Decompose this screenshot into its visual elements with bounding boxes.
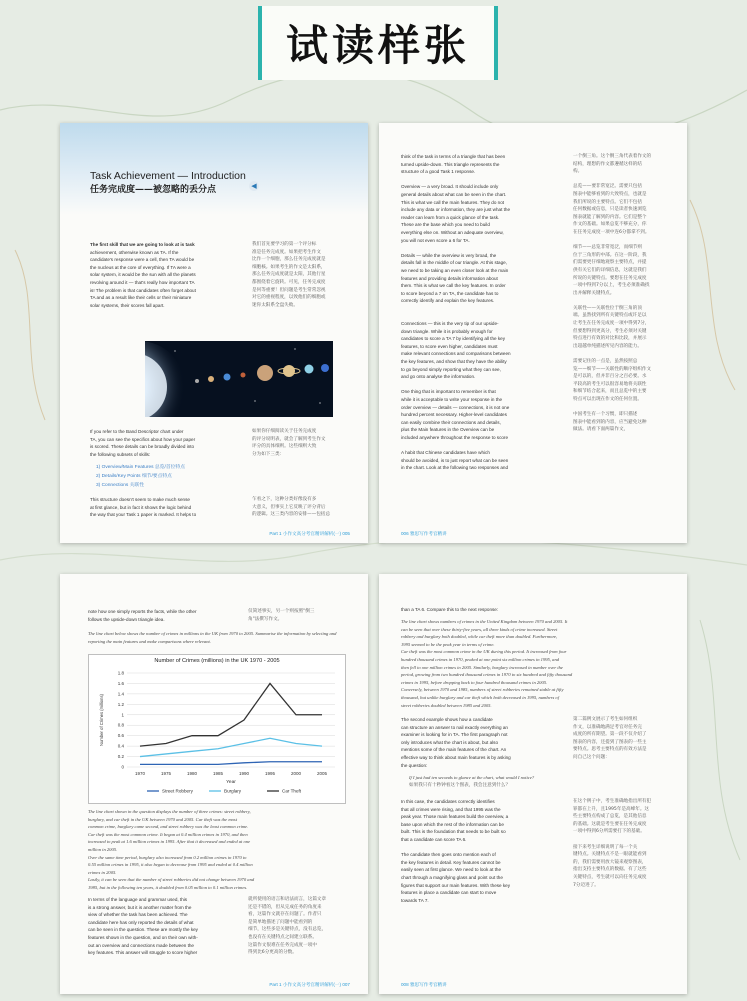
text-line: The line chart shown in the question displays the number of three crimes: street robbery,	[88, 809, 251, 814]
x-axis-label: Year	[226, 780, 236, 785]
sample-answer-two	[401, 618, 663, 709]
text-line: 成度的所有期望。第一段不仅介绍了	[573, 732, 647, 738]
text-line: 是简单地描述了问题中能看到的	[248, 919, 313, 925]
text-line: 也没有在关键特点之间建立联系。	[248, 934, 317, 940]
text-line: 迷你太阳系全盘失败。	[252, 302, 298, 308]
text-line: Car theft was the most common crime in the UK during this period. It increased from four	[401, 649, 567, 655]
text-line	[401, 176, 561, 184]
text-line: 出并解释关键特点。	[573, 290, 615, 296]
text-line: 在任务完成度一项中连6分都拿不到。	[573, 229, 650, 235]
page-007	[60, 574, 368, 994]
text-line: 些主要特点构成了总览，是其他信息	[573, 814, 647, 820]
crime-line-chart	[88, 654, 346, 804]
text-line: 是何等重要！但问题是考生常常忽视	[252, 287, 326, 293]
solar-system-illustration	[145, 341, 333, 417]
text-line: can easily combine their connections and details,	[401, 419, 501, 425]
text-line: solar system, it would be the sun with all the planets	[90, 272, 196, 278]
text-line: to score beyond a 7 on TA, the candidate has to	[401, 290, 499, 296]
key-features-paragraph	[401, 798, 561, 904]
text-line: reader can learn from a quick glance of the task.	[401, 214, 500, 220]
text-line: If you refer to the Band Descriptor chart under	[90, 429, 184, 434]
header-badge	[258, 6, 498, 80]
text-line: 中国考生有一个习惯，即只描述	[573, 412, 638, 418]
text-line	[401, 244, 561, 252]
intro-paragraph	[90, 241, 240, 309]
text-line: 1985, but in the following ten years, it doubled from 0.05 million to 0.1 million crimes.	[88, 884, 248, 890]
text-line: 一项中得到6分所需要打下的基础。	[573, 829, 645, 835]
text-line: 结构，理想的作文都遵循这样的结	[573, 161, 642, 167]
y-tick-label: 0	[121, 764, 124, 770]
series-line-1	[140, 738, 322, 756]
text-line: hundred percent necessary. Higher-level candidates	[401, 412, 507, 418]
sample-answer-one	[88, 808, 344, 892]
text-line: 在这个例子中，考生准确地指出所有犯	[573, 799, 652, 804]
text-line: chart through a magnifying glass and point out the	[401, 874, 503, 880]
text-line: features shown in the question, and on their own with-	[88, 934, 198, 940]
text-line: that all crimes were rising, and that 1995 was the	[401, 806, 501, 812]
text-line: 都围绕着它旋转。可见，任务完成度	[252, 279, 326, 285]
text-line: The line chart shows numbers of crimes in the United Kingdom between 1970 and 2005. It	[401, 619, 568, 624]
text-line: crimes in 1995, before dropping back to four hundred thousand crimes in 2005.	[401, 679, 548, 685]
text-line: peak year. Those main features build the overview, a	[401, 814, 509, 820]
text-line: 的逻辑。这三类内容的安排——包括总	[252, 512, 331, 518]
text-line: 第二篇例文展示了考生如何组织	[573, 717, 638, 722]
x-tick-label: 1980	[186, 771, 198, 776]
text-line: These are the base which you need to build	[401, 222, 490, 228]
page-footer: Part 1 小作文高分考官精讲解析(一) 005	[269, 531, 350, 536]
text-line: structure of a good Task 1 response.	[401, 169, 476, 175]
text-line: 作文，以准确地满足考官对任务完	[573, 724, 642, 730]
text-line: make relevant connections and comparisons between	[401, 351, 511, 357]
page-005	[60, 123, 368, 543]
text-line: The candidate then goes onto mention each of	[401, 852, 496, 858]
chart-plot-area	[89, 655, 345, 803]
text-line: 0.55 million crimes in 1995, it also began to decrease from 1995 and ended at 0.4 million	[88, 862, 253, 868]
text-line: 特点进行有效的对比和比较，并展示	[573, 336, 647, 342]
text-line: 看，这篇作文就存在问题了。作者只	[248, 912, 322, 918]
text-line: turned upside-down. This triangle represents the	[401, 161, 500, 167]
text-line: 出超越单纯描述所见内容的能力。	[573, 343, 642, 349]
y-axis-label: Number of Crimes (millions)	[99, 694, 104, 746]
page-006	[379, 123, 687, 543]
text-line: 接下来考生详细说明了每一个关	[573, 844, 638, 850]
text-line: burglary, and car theft in the UK between 1970 and 2005. Car theft was the most	[88, 816, 237, 822]
text-line: 的基础。这就是考生要在任务完成度	[573, 821, 647, 827]
text-line: that a candidate can score TA 6.	[401, 836, 467, 842]
text-line: 所说的关键特点。要想在任务完成度	[573, 275, 647, 281]
text-line: 是可以的，但并非百分之百必要。水	[573, 374, 647, 380]
text-line: order overview — details — connections, it is not one	[401, 404, 510, 410]
text-line: 让考生在任务完成度一项中得到7分，	[573, 321, 650, 327]
text-line: built. This is the foundation that needs to be built so	[401, 829, 506, 835]
text-line: revolving around it — that's really how important TA	[90, 279, 195, 285]
text-line	[573, 836, 673, 844]
text-line: thousand, but unlike burglary and car theft which both decreased in 1995, numbers of	[401, 694, 559, 700]
text-line: is! The problem is that candidates often forget about	[90, 287, 196, 293]
y-tick-label: 1.8	[117, 670, 124, 676]
text-line: the way that your Task 1 paper is marked. It helps to	[90, 512, 197, 518]
structure-paragraph	[90, 496, 240, 519]
text-line: 供有关它们的详细信息，这就是我们	[573, 267, 647, 273]
text-line: 细节——总览非常宽泛，而细节则	[573, 245, 642, 251]
text-line: Conversely, between 1970 and 1985, numbers of street robberies remained stable at fifty	[401, 687, 564, 693]
text-line: 细胞核。如果考生的作文是太阳系，	[252, 264, 326, 270]
text-line: effective way to think about main features is by asking	[401, 754, 511, 760]
text-line: features, to score even higher, candidates must	[401, 343, 498, 349]
text-line: 准是任务完成度。如果把考生作文	[252, 249, 321, 255]
text-line: robbery and burglary both doubled, while car theft more than doubled. Furthermore,	[401, 634, 558, 640]
text-line: 的评分说明表，就会了解到考生作文	[252, 436, 326, 442]
text-line: 就所使用的语言和语法而言，这篇文章	[248, 897, 327, 902]
text-line: achievement, otherwise known as TA. If the	[90, 249, 179, 255]
text-line: general details about what can be seen in the chart.	[401, 191, 507, 197]
text-line: 大意义，但事实上它反映了评分背后	[252, 504, 326, 510]
text-line: down triangle. While it is probably enough for	[401, 328, 493, 334]
key-features-paragraph-cn	[573, 798, 673, 889]
text-line: 比作一个细胞，那么任务完成度就是	[252, 257, 326, 263]
x-tick-label: 1985	[212, 771, 224, 776]
text-line: 那么任务完成度就是太阳，其他行星	[252, 272, 326, 278]
intro-paragraph-cn	[252, 241, 352, 309]
text-line: candidate here has only reported the details of what	[88, 919, 194, 925]
text-line	[401, 381, 561, 389]
text-line: 关键特点，考生就可以向任务完成度	[573, 874, 647, 880]
page-footer: Part 1 小作文高分考官精讲解析(一) 007	[269, 982, 350, 987]
y-tick-label: 1.4	[117, 691, 124, 697]
text-line: 这篇作文很难在任务完成度一项中	[248, 942, 317, 948]
text-line: can structure an answer to nail exactly everything an	[401, 724, 508, 730]
text-line: 罪都在上升，且1995年是高峰年。这	[573, 806, 650, 812]
text-line: in the chart. Look at the following two responses and	[401, 465, 508, 471]
text-line: Over the same time period, burglary also increased from 0.2 million crimes in 1970 to	[88, 854, 247, 860]
text-line: 细节，这些多是关键特点，没有总览，	[248, 927, 327, 933]
text-line: 7分迈进了。	[573, 882, 599, 888]
text-line: This structure doesn't seem to make much sense	[90, 497, 190, 502]
text-line: 但要想得到更高分，考生必须对关键	[573, 328, 647, 334]
text-line: 图表中能够看到的大致特点，也就是	[573, 191, 647, 197]
page-footer: 006 雅思写作考官精讲	[401, 531, 447, 536]
ten-second-question: If I just had ten seconds to glance at the chart, what would I notice?	[409, 775, 535, 780]
skill-bullet-details: 2) Details/Key Points 细节/要点特点	[96, 474, 172, 479]
text-line: 端。虽然找到所有关键特点或许足以	[573, 313, 647, 319]
solar-system-image	[145, 341, 333, 417]
text-line: base upon which the rest of the information can be	[401, 821, 504, 827]
text-line: This is what we call the main features. They do not	[401, 199, 505, 205]
text-line: details fall in the middle of our triangle. At this stage,	[401, 260, 507, 266]
series-line-0	[140, 762, 322, 765]
text-line	[573, 237, 673, 245]
skill-bullet-overview: 1) Overview/Main Features 总览/首位特点	[96, 465, 186, 470]
text-line: 作文的基础。如果总览不够充分，你	[573, 222, 647, 228]
text-line: them. This is what we call the key features. In order	[401, 283, 506, 289]
text-line: while it is acceptable to write your response in the	[401, 397, 503, 402]
analysis-paragraph-cn	[248, 896, 348, 957]
triangle-explanation-text	[401, 153, 561, 472]
text-line: features in place a candidate can start to move	[401, 890, 497, 896]
text-line: the key features in detail. Key features cannot be	[401, 859, 501, 865]
text-line: 评分的具体细则。这些细则大致	[252, 444, 317, 450]
text-line: 指出支持主要特点的数据。有了这些	[573, 867, 647, 873]
text-line: 一项中得到7分以上，考生必须准确找	[573, 283, 650, 289]
text-line: the question:	[401, 762, 428, 768]
text-line: 需要记住的一点是，虽然按照总	[573, 359, 638, 365]
x-tick-label: 1995	[264, 771, 276, 776]
text-line: The first skill that we are going to look at is task	[90, 242, 195, 247]
y-tick-label: 0.6	[117, 733, 124, 739]
text-line: In terms of the language and grammar used, this	[88, 897, 188, 902]
second-example-paragraph-cn	[573, 716, 673, 762]
text-line: easily seen at first glance. We need to look at the	[401, 867, 502, 873]
text-line: you will not even score a 6 for TA.	[401, 237, 470, 243]
text-line: 对它的重视程度，以致他们的细胞或	[252, 295, 326, 301]
text-line: increased to peak at 1.6 million crimes in 1995. After that it decreased and ended at one	[88, 839, 251, 845]
text-line: is scored. These details can be broadly divided into	[90, 444, 195, 450]
band-descriptor-paragraph	[90, 428, 240, 458]
text-line: can be seen that over these thirty-five years, all three kinds of crime increased. Street	[401, 626, 558, 632]
text-line: 位于三角形的中部。在这一阶段，我	[573, 252, 647, 258]
text-line: In this case, the candidates correctly identifies	[401, 799, 495, 804]
text-line: 平较高的考生可以很容易地将关联性	[573, 381, 647, 387]
x-tick-label: 1975	[160, 771, 172, 776]
text-line: note how one simply reports the facts, while the other	[88, 609, 197, 614]
text-line: 1995 seemed to be the peak year in terms of crime.	[401, 641, 495, 647]
text-line: 和细节结合起来，而且总览中的主要	[573, 389, 647, 395]
text-line: 总览——要非常宽泛。需要只包括	[573, 184, 642, 190]
text-line	[401, 442, 561, 450]
text-line: common crime, burglary came second, and street robbery was the least common crime.	[88, 824, 249, 830]
text-line: 特点可以出现在作文的任何位置。	[573, 397, 642, 402]
text-line: 任何数据或信息，只是读者快速浏览	[573, 207, 647, 213]
text-line: everything else on. Without an adequate overview,	[401, 229, 504, 235]
y-tick-label: 1.2	[117, 701, 124, 707]
y-tick-label: 0.2	[117, 754, 124, 760]
text-line: 得到比6分更高的分数。	[248, 950, 297, 956]
band-descriptor-paragraph-cn	[252, 428, 352, 458]
intro-text	[88, 608, 238, 623]
text-line: One thing that is important to remember is that	[401, 389, 496, 395]
text-line: TA and as a result like their cells or their miniature	[90, 295, 192, 301]
text-line: at first glance, but in fact it shows the logic behind	[90, 504, 192, 510]
skill-bullet-connections: 3) Connections 关联性	[96, 483, 144, 488]
second-example-paragraph	[401, 716, 561, 769]
text-line: 键特点。关键特点不是一眼就能看到	[573, 852, 647, 858]
text-line: 我们首先要学习的第一个评分标	[252, 242, 317, 247]
text-line: million in 2005.	[88, 846, 118, 852]
text-line	[401, 844, 561, 852]
text-line: Lastly, it can be seen that the number of street robberies did not change between 1970 and	[88, 877, 255, 883]
x-tick-label: 1970	[134, 771, 146, 776]
y-tick-label: 0.4	[117, 743, 124, 749]
legend-label: Street Robbery	[162, 788, 193, 794]
page-header-band	[60, 123, 368, 215]
text-line	[573, 297, 673, 305]
text-line: to go beyond simply reporting what they can see,	[401, 366, 501, 372]
text-line: 乍看之下，这种分类好像没有多	[252, 497, 317, 502]
text-line: 一个倒三角。这个倒三角代表着作文的	[573, 154, 652, 159]
text-line: 我们所说的主要特点。它们不包括	[573, 199, 642, 205]
text-line	[573, 176, 673, 184]
analysis-paragraph	[88, 896, 238, 957]
legend-label: Burglary	[224, 788, 242, 794]
text-line: examiner is looking for in TA. The first paragraph not	[401, 732, 508, 738]
text-line: The second example shows how a candidate	[401, 717, 493, 722]
text-line: the following subsets of skills:	[90, 451, 151, 457]
page-008	[379, 574, 687, 994]
text-line: then fell to one million crimes in 2005. Similarly, burglary increased in number over the	[401, 664, 563, 670]
text-line: Overview — a very broad. It should include only	[401, 184, 499, 190]
text-line: 关联性——关联性位于倒三角的顶	[573, 305, 642, 311]
text-line: 还是不错的，但从完成任务的角度来	[248, 904, 322, 910]
text-line: hundred thousand crimes in 1970, peaked at one point six million crimes in 1995, and	[401, 656, 560, 662]
text-line: key features. This answer will struggle to score higher	[88, 950, 198, 956]
speaker-icon: ◀	[249, 181, 259, 191]
text-line	[401, 305, 561, 313]
text-line: 问自己这个问题：	[573, 754, 610, 760]
text-line: 角"法撰写作文。	[248, 616, 283, 622]
text-line: out an overview and connections made between the	[88, 942, 194, 948]
text-line: can be seen in the question. These are mostly the key	[88, 927, 198, 933]
chart-title: Number of Crimes (millions) in the UK 1970 - 2005	[154, 658, 280, 664]
text-line: 仅简述事实，另一个则按照"倒三	[248, 609, 315, 614]
chapter-title-en: Task Achievement — Introduction	[90, 170, 246, 182]
y-tick-label: 0.8	[117, 722, 124, 728]
y-tick-label: 1	[121, 712, 124, 718]
legend-label: Car Theft	[282, 788, 302, 794]
task-prompt: The line chart below shows the number of crimes in millions in the UK from 1970 to 2005. Summarise the information by selecting and reporting the main features and make comparisons where relevant.	[88, 631, 337, 644]
text-line: 图表的内容，还提到了图表的一些主	[573, 739, 647, 745]
text-line: TA, you can see the specifics about how your paper	[90, 436, 196, 442]
text-line: should be avoided, is to just report what can be seen	[401, 457, 509, 463]
text-line: 的，我们需要用放大镜来观察图表，	[573, 859, 647, 865]
page-footer: 008 雅思写作考官精讲	[401, 982, 447, 987]
y-tick-label: 1.6	[117, 680, 124, 686]
text-line: view of whether the task has been achieved. The	[88, 912, 188, 918]
text-line: the key features, and show that they have the ability	[401, 359, 507, 365]
intro-text-cn	[248, 608, 348, 623]
text-line: include any data or information, they are just what the	[401, 207, 511, 213]
text-line: Details — while the overview is very broad, the	[401, 252, 497, 258]
text-line: 如果你仔细阅读关于任务完成度	[252, 429, 317, 434]
text-line: A habit that Chinese candidates have which	[401, 450, 490, 456]
text-line: 做法。请看下面两篇作文，	[573, 427, 629, 433]
x-tick-label: 1990	[238, 771, 250, 776]
text-line: 览——细节——关联性的顺序组织作文	[573, 366, 652, 372]
text-line	[401, 312, 561, 320]
x-tick-label: 2000	[290, 771, 302, 776]
text-line: is a strong answer, but it is another matter from the	[88, 904, 192, 910]
text-line: only introduces what the chart is about, but also	[401, 739, 499, 745]
text-line: features and providing details information about	[401, 275, 498, 281]
text-line: crimes in 2005.	[88, 869, 117, 875]
text-line	[573, 350, 673, 358]
text-line: and go onto analyse the information.	[401, 374, 476, 380]
text-line: the nucleus at the core of everything. If TA were a	[90, 264, 191, 270]
text-line: 要特点。思考主要特点的有效方法是	[573, 747, 647, 753]
ten-second-question-cn: 如果我只有十秒钟看这个图表，我会注意到什么？	[409, 783, 511, 788]
text-line: included anywhere throughout the response to score	[401, 434, 509, 440]
text-line: candidates to score a TA 7 by identifying all the key	[401, 336, 506, 342]
text-line: period, growing from two hundred thousand crimes in 1970 to six hundred and fifty thousand	[401, 672, 573, 678]
chapter-title-cn: 任务完成度——被忽略的丢分点	[90, 185, 217, 195]
text-line: figures that support our main features. With these key	[401, 882, 511, 888]
text-line: correctly identify and explain the key features.	[401, 298, 495, 304]
triangle-explanation-text-cn	[573, 153, 673, 434]
structure-paragraph-cn	[252, 496, 352, 519]
text-line: follows the upside-down triangle idea.	[88, 616, 165, 622]
compare-intro: than a TA 6. Compare this to the next response:	[401, 607, 499, 612]
text-line: towards TA 7.	[401, 897, 429, 903]
text-line: candidate's response were a cell, then TA would be	[90, 257, 195, 263]
text-line: think of the task in terms of a triangle that has been	[401, 154, 506, 159]
text-line: plus the Main features in the Overview can be	[401, 427, 495, 433]
text-line: 们需要更仔细地观察主要特点，并提	[573, 260, 647, 266]
text-line: street robberies doubled between 1985 and 2005.	[401, 702, 492, 708]
x-tick-label: 2005	[316, 771, 328, 776]
text-line: we need to be taking an even closer look at the main	[401, 267, 509, 273]
text-line: mentions some of the main features of the chart. An	[401, 747, 507, 753]
text-line: 图表中能看到的内容，应当避免这种	[573, 419, 647, 425]
text-line: 分为如下三类：	[252, 451, 285, 457]
text-line	[573, 404, 673, 412]
text-line: Car theft was the most common crime. It began at 0.4 million crimes in 1970, and then	[88, 831, 248, 837]
text-line: 图表就能了解到的内容。它们是整个	[573, 214, 647, 220]
text-line: 构。	[573, 169, 583, 175]
header-title: 试读样张	[285, 21, 470, 70]
text-line: Connections — this is the very tip of our upside-	[401, 321, 499, 327]
text-line: solar systems, their scores fall apart.	[90, 302, 165, 308]
